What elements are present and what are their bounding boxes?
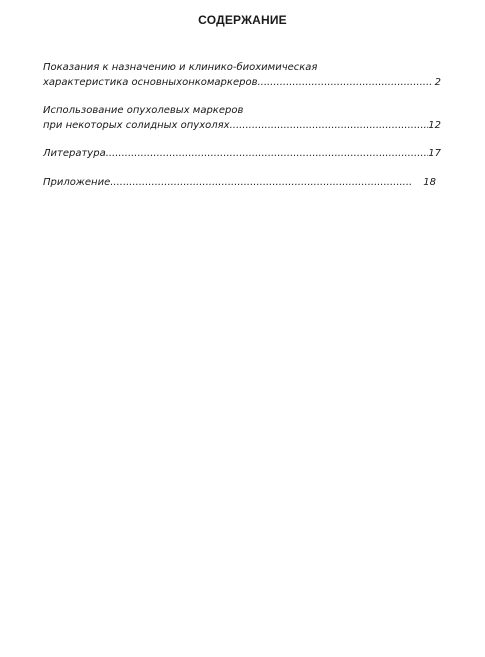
- toc-entry-title-line1: Использование опухолевых маркеров: [43, 105, 244, 116]
- toc-entry-title: Литература: [43, 148, 106, 159]
- table-of-contents: [43, 61, 441, 190]
- toc-entry-page: 18: [423, 176, 436, 188]
- toc-entry-title: Приложение: [43, 176, 111, 188]
- toc-entry: [43, 176, 441, 191]
- toc-entry-title-line2: при некоторых солидных опухолях: [43, 119, 230, 131]
- toc-entry: [43, 61, 441, 90]
- dot-leader: [257, 76, 431, 91]
- toc-entry-page: 12: [428, 119, 441, 131]
- dot-leader: [230, 119, 429, 134]
- toc-entry-title-line1: Показания к назначению и клинико-биохимическая: [43, 62, 318, 73]
- toc-entry-leader-line: [43, 176, 436, 191]
- toc-entry-leader-line: [43, 76, 441, 91]
- toc-entry: [43, 147, 441, 162]
- toc-entry-title-line2: характеристика основныхонкомаркеров: [43, 76, 258, 88]
- toc-entry-page: 2: [434, 76, 441, 88]
- dot-leader: [110, 176, 411, 191]
- toc-entry: [43, 104, 441, 133]
- toc-entry-leader-line: [43, 147, 441, 162]
- dot-leader: [106, 147, 429, 162]
- page-title: СОДЕРЖАНИЕ: [198, 13, 287, 27]
- toc-entry-leader-line: [43, 119, 441, 134]
- toc-entry-page: 17: [428, 148, 441, 159]
